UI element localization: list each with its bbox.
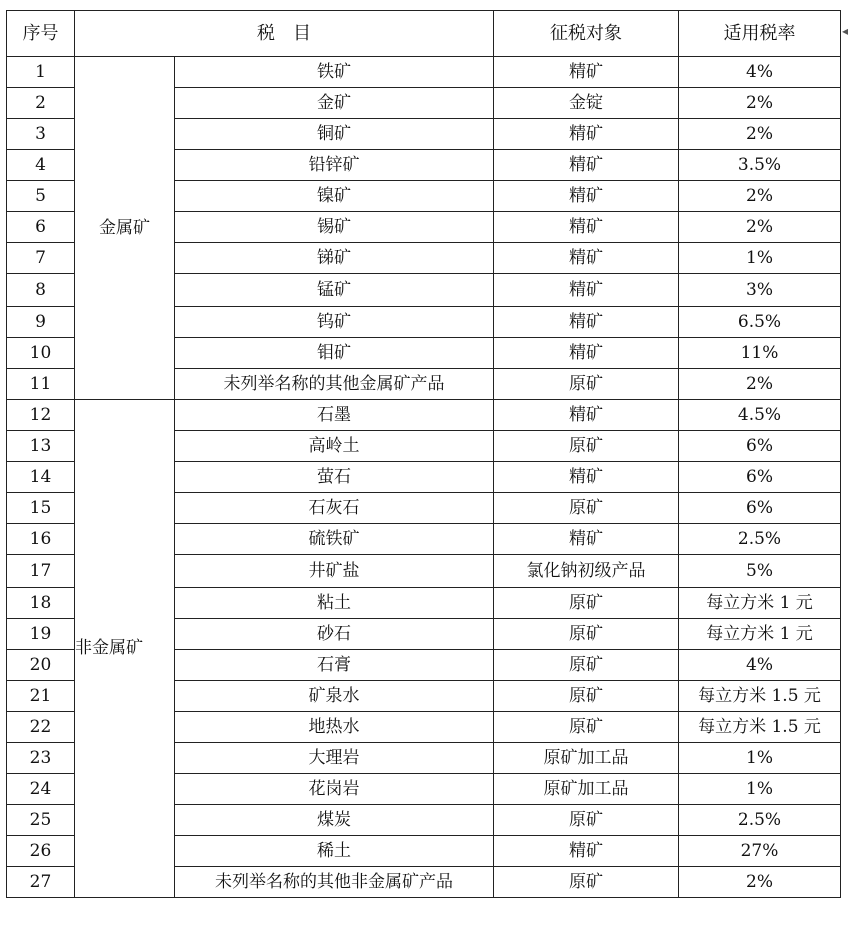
tax-object: 精矿: [494, 243, 679, 274]
tax-rate: 2.5%: [679, 805, 841, 836]
tax-object: 原矿: [494, 369, 679, 400]
tax-item: 石墨: [175, 400, 494, 431]
tax-rate: 2.5%: [679, 524, 841, 555]
tax-rate: 2%: [679, 88, 841, 119]
row-number: 9: [7, 307, 75, 338]
row-number: 20: [7, 650, 75, 681]
tax-rate: 2%: [679, 867, 841, 898]
tax-item: 硫铁矿: [175, 524, 494, 555]
tax-object: 原矿: [494, 867, 679, 898]
row-number: 2: [7, 88, 75, 119]
tax-item: 锡矿: [175, 212, 494, 243]
tax-rate: 1%: [679, 743, 841, 774]
table-body: [7, 57, 841, 898]
tax-rate: 4.5%: [679, 400, 841, 431]
row-number: 13: [7, 431, 75, 462]
tax-rate: 4%: [679, 57, 841, 88]
tax-object: 精矿: [494, 274, 679, 307]
edge-arrow-icon: ◂: [841, 24, 848, 38]
tax-item: 石膏: [175, 650, 494, 681]
tax-rate: 6.5%: [679, 307, 841, 338]
tax-rate: 每立方米 1.5 元: [679, 681, 841, 712]
tax-item: 锑矿: [175, 243, 494, 274]
tax-item: 金矿: [175, 88, 494, 119]
tax-object: 精矿: [494, 462, 679, 493]
tax-object: 精矿: [494, 338, 679, 369]
tax-object: 原矿加工品: [494, 743, 679, 774]
row-number: 8: [7, 274, 75, 307]
tax-rate: 27%: [679, 836, 841, 867]
tax-object: 氯化钠初级产品: [494, 555, 679, 588]
tax-object: 精矿: [494, 400, 679, 431]
tax-item: 大理岩: [175, 743, 494, 774]
row-number: 15: [7, 493, 75, 524]
header-no: 序号: [7, 11, 75, 57]
tax-object: 精矿: [494, 119, 679, 150]
tax-object: 精矿: [494, 57, 679, 88]
tax-object: 精矿: [494, 524, 679, 555]
tax-rate: 3.5%: [679, 150, 841, 181]
tax-item: 石灰石: [175, 493, 494, 524]
tax-rate: 2%: [679, 212, 841, 243]
tax-item: 萤石: [175, 462, 494, 493]
tax-object: 精矿: [494, 212, 679, 243]
table-header-row: [7, 11, 841, 57]
category-metal: 金属矿: [75, 57, 175, 400]
row-number: 23: [7, 743, 75, 774]
tax-item: 锰矿: [175, 274, 494, 307]
tax-object: 精矿: [494, 181, 679, 212]
tax-item: 煤炭: [175, 805, 494, 836]
table-row: [7, 400, 841, 431]
row-number: 26: [7, 836, 75, 867]
row-number: 5: [7, 181, 75, 212]
tax-object: 原矿: [494, 712, 679, 743]
tax-rate: 1%: [679, 243, 841, 274]
tax-item: 未列举名称的其他金属矿产品: [175, 369, 494, 400]
tax-item: 地热水: [175, 712, 494, 743]
tax-rate: 每立方米 1 元: [679, 619, 841, 650]
row-number: 24: [7, 774, 75, 805]
tax-item: 高岭土: [175, 431, 494, 462]
tax-object: 精矿: [494, 836, 679, 867]
tax-object: 原矿: [494, 805, 679, 836]
tax-rate: 3%: [679, 274, 841, 307]
row-number: 7: [7, 243, 75, 274]
tax-object: 金锭: [494, 88, 679, 119]
tax-object: 原矿: [494, 650, 679, 681]
tax-item: 钼矿: [175, 338, 494, 369]
tax-item: 井矿盐: [175, 555, 494, 588]
row-number: 1: [7, 57, 75, 88]
table-row: [7, 57, 841, 88]
tax-rate: 4%: [679, 650, 841, 681]
row-number: 19: [7, 619, 75, 650]
tax-object: 原矿: [494, 493, 679, 524]
tax-object: 原矿加工品: [494, 774, 679, 805]
tax-item: 砂石: [175, 619, 494, 650]
tax-item: 钨矿: [175, 307, 494, 338]
tax-item: 粘土: [175, 588, 494, 619]
row-number: 16: [7, 524, 75, 555]
tax-object: 精矿: [494, 150, 679, 181]
tax-rate-table: [6, 10, 841, 898]
category-nonmetal: 非金属矿: [75, 400, 175, 898]
tax-rate: 每立方米 1.5 元: [679, 712, 841, 743]
tax-rate: 6%: [679, 493, 841, 524]
row-number: 3: [7, 119, 75, 150]
tax-rate: 5%: [679, 555, 841, 588]
row-number: 12: [7, 400, 75, 431]
tax-item: 铜矿: [175, 119, 494, 150]
tax-rate: 2%: [679, 369, 841, 400]
row-number: 11: [7, 369, 75, 400]
tax-rate: 每立方米 1 元: [679, 588, 841, 619]
row-number: 10: [7, 338, 75, 369]
header-object: 征税对象: [494, 11, 679, 57]
tax-rate: 1%: [679, 774, 841, 805]
tax-object: 精矿: [494, 307, 679, 338]
tax-object: 原矿: [494, 619, 679, 650]
tax-object: 原矿: [494, 588, 679, 619]
tax-item: 花岗岩: [175, 774, 494, 805]
row-number: 27: [7, 867, 75, 898]
tax-rate: 6%: [679, 462, 841, 493]
tax-item: 矿泉水: [175, 681, 494, 712]
row-number: 14: [7, 462, 75, 493]
tax-rate: 2%: [679, 119, 841, 150]
row-number: 6: [7, 212, 75, 243]
tax-item: 镍矿: [175, 181, 494, 212]
header-rate: 适用税率: [679, 11, 841, 57]
tax-rate: 11%: [679, 338, 841, 369]
row-number: 25: [7, 805, 75, 836]
tax-object: 原矿: [494, 431, 679, 462]
tax-rate: 6%: [679, 431, 841, 462]
tax-item: 稀土: [175, 836, 494, 867]
row-number: 22: [7, 712, 75, 743]
row-number: 21: [7, 681, 75, 712]
tax-item: 未列举名称的其他非金属矿产品: [175, 867, 494, 898]
header-item: 税 目: [75, 11, 494, 57]
tax-item: 铁矿: [175, 57, 494, 88]
tax-item: 铅锌矿: [175, 150, 494, 181]
row-number: 4: [7, 150, 75, 181]
tax-object: 原矿: [494, 681, 679, 712]
row-number: 18: [7, 588, 75, 619]
tax-rate: 2%: [679, 181, 841, 212]
row-number: 17: [7, 555, 75, 588]
